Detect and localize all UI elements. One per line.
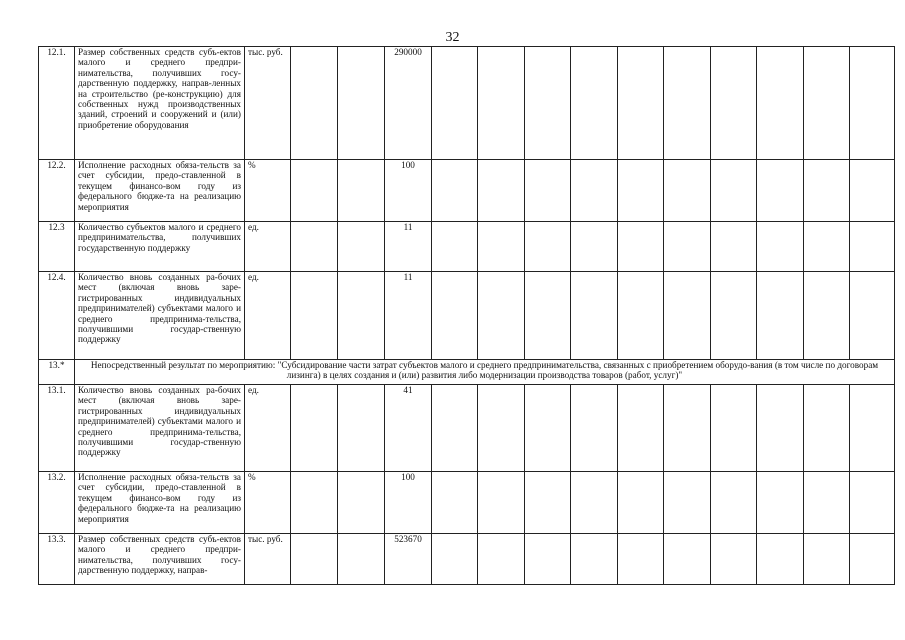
empty-cell: [432, 47, 478, 160]
empty-cell: [571, 160, 618, 222]
empty-cell: [338, 534, 385, 585]
empty-cell: [525, 472, 571, 534]
indicator-name: Количество вновь созданных ра-бочих мест (включая вновь заре-гистрированных индивидуальных предпринимателей) субъектами малого и среднего предпринима-тельства, получившими государ-ственную поддержку: [75, 385, 245, 472]
indicator-name: Количество субъектов малого и среднего предпринимательства, получивших государственную поддержку: [75, 222, 245, 272]
empty-cell: [525, 534, 571, 585]
empty-cell: [850, 385, 895, 472]
empty-cell: [804, 222, 850, 272]
empty-cell: [291, 222, 338, 272]
empty-cell: [757, 385, 804, 472]
empty-cell: [804, 47, 850, 160]
empty-cell: [618, 272, 664, 360]
table-row: [39, 47, 895, 160]
empty-cell: [338, 385, 385, 472]
empty-cell: [850, 534, 895, 585]
empty-cell: [757, 534, 804, 585]
indicator-value: 41: [385, 385, 432, 472]
empty-cell: [571, 222, 618, 272]
empty-cell: [711, 272, 757, 360]
indicator-name: Размер собственных средств субъ-ектов малого и среднего предпри-нимательства, получивших госу-дарственную поддержку, направ-ленных на строительство (ре-конструкцию) для собственных нужд производственных зданий, строений и сооружений и (или) приобретение оборудования: [75, 47, 245, 160]
unit-of-measure: %: [245, 160, 291, 222]
unit-of-measure: тыс. руб.: [245, 47, 291, 160]
table-row: [39, 385, 895, 472]
empty-cell: [525, 222, 571, 272]
indicator-value: 11: [385, 222, 432, 272]
indicator-name: Размер собственных средств субъ-ектов малого и среднего предпри-нимательства, получивших госу-дарственную поддержку, направ-: [75, 534, 245, 585]
empty-cell: [757, 272, 804, 360]
empty-cell: [571, 385, 618, 472]
empty-cell: [338, 472, 385, 534]
row-number: 13.1.: [39, 385, 75, 472]
empty-cell: [432, 534, 478, 585]
empty-cell: [804, 160, 850, 222]
empty-cell: [291, 272, 338, 360]
empty-cell: [291, 47, 338, 160]
empty-cell: [525, 272, 571, 360]
empty-cell: [525, 47, 571, 160]
unit-of-measure: %: [245, 472, 291, 534]
empty-cell: [757, 47, 804, 160]
unit-of-measure: ед.: [245, 385, 291, 472]
empty-cell: [432, 160, 478, 222]
page-number: 32: [445, 30, 460, 45]
empty-cell: [711, 222, 757, 272]
empty-cell: [618, 47, 664, 160]
indicator-value: 523670: [385, 534, 432, 585]
empty-cell: [338, 160, 385, 222]
empty-cell: [525, 160, 571, 222]
empty-cell: [850, 160, 895, 222]
unit-of-measure: ед.: [245, 272, 291, 360]
empty-cell: [711, 47, 757, 160]
table-row: [39, 472, 895, 534]
empty-cell: [571, 534, 618, 585]
empty-cell: [291, 534, 338, 585]
empty-cell: [618, 472, 664, 534]
empty-cell: [291, 472, 338, 534]
table-body: [39, 47, 895, 585]
row-number: 12.4.: [39, 272, 75, 360]
indicator-name: Исполнение расходных обяза-тельств за счет субсидии, предо-ставленной в текущем финансо-вом году из федерального бюдже-та на реализацию мероприятия: [75, 472, 245, 534]
indicator-name: Количество вновь созданных ра-бочих мест (включая вновь заре-гистрированных индивидуальных предпринимателей) субъектами малого и среднего предпринима-тельства, получившими государ-ственную поддержку: [75, 272, 245, 360]
empty-cell: [664, 272, 711, 360]
table-row: [39, 222, 895, 272]
empty-cell: [618, 534, 664, 585]
indicator-value: 11: [385, 272, 432, 360]
empty-cell: [850, 472, 895, 534]
empty-cell: [571, 272, 618, 360]
empty-cell: [338, 222, 385, 272]
row-number: 13.*: [39, 360, 75, 385]
table-row: [39, 272, 895, 360]
empty-cell: [525, 385, 571, 472]
empty-cell: [432, 472, 478, 534]
empty-cell: [478, 534, 525, 585]
row-number: 13.3.: [39, 534, 75, 585]
empty-cell: [757, 160, 804, 222]
empty-cell: [757, 472, 804, 534]
empty-cell: [711, 534, 757, 585]
table-row: [39, 534, 895, 585]
row-number: 12.1.: [39, 47, 75, 160]
empty-cell: [291, 160, 338, 222]
row-number: 12.3: [39, 222, 75, 272]
empty-cell: [432, 272, 478, 360]
empty-cell: [432, 385, 478, 472]
empty-cell: [618, 160, 664, 222]
empty-cell: [571, 472, 618, 534]
indicator-value: 100: [385, 472, 432, 534]
unit-of-measure: ед.: [245, 222, 291, 272]
empty-cell: [291, 385, 338, 472]
empty-cell: [664, 472, 711, 534]
empty-cell: [478, 47, 525, 160]
empty-cell: [478, 472, 525, 534]
empty-cell: [618, 385, 664, 472]
empty-cell: [757, 222, 804, 272]
row-number: 13.2.: [39, 472, 75, 534]
empty-cell: [711, 472, 757, 534]
empty-cell: [711, 160, 757, 222]
indicator-value: 100: [385, 160, 432, 222]
empty-cell: [804, 534, 850, 585]
empty-cell: [478, 272, 525, 360]
unit-of-measure: тыс. руб.: [245, 534, 291, 585]
empty-cell: [338, 47, 385, 160]
empty-cell: [804, 385, 850, 472]
empty-cell: [850, 272, 895, 360]
table-row: [39, 160, 895, 222]
empty-cell: [711, 385, 757, 472]
empty-cell: [804, 272, 850, 360]
empty-cell: [664, 47, 711, 160]
empty-cell: [478, 222, 525, 272]
row-number: 12.2.: [39, 160, 75, 222]
empty-cell: [850, 47, 895, 160]
indicators-table: [38, 46, 895, 585]
empty-cell: [618, 222, 664, 272]
empty-cell: [478, 385, 525, 472]
empty-cell: [571, 47, 618, 160]
empty-cell: [664, 534, 711, 585]
indicator-value: 290000: [385, 47, 432, 160]
result-description: Непосредственный результат по мероприятию: "Субсидирование части затрат субъектов малого и среднего предпринимательства, связанных с приобретением оборудо-вания (в том числе по договорам лизинга) в целях создания и (или) развития либо модернизации производства товаров (работ, услуг)": [75, 360, 895, 385]
empty-cell: [478, 160, 525, 222]
empty-cell: [804, 472, 850, 534]
empty-cell: [664, 385, 711, 472]
empty-cell: [664, 160, 711, 222]
table-row: [39, 360, 895, 385]
empty-cell: [664, 222, 711, 272]
empty-cell: [432, 222, 478, 272]
empty-cell: [850, 222, 895, 272]
indicator-name: Исполнение расходных обяза-тельств за счет субсидии, предо-ставленной в текущем финансо-вом году из федерального бюдже-та на реализацию мероприятия: [75, 160, 245, 222]
empty-cell: [338, 272, 385, 360]
